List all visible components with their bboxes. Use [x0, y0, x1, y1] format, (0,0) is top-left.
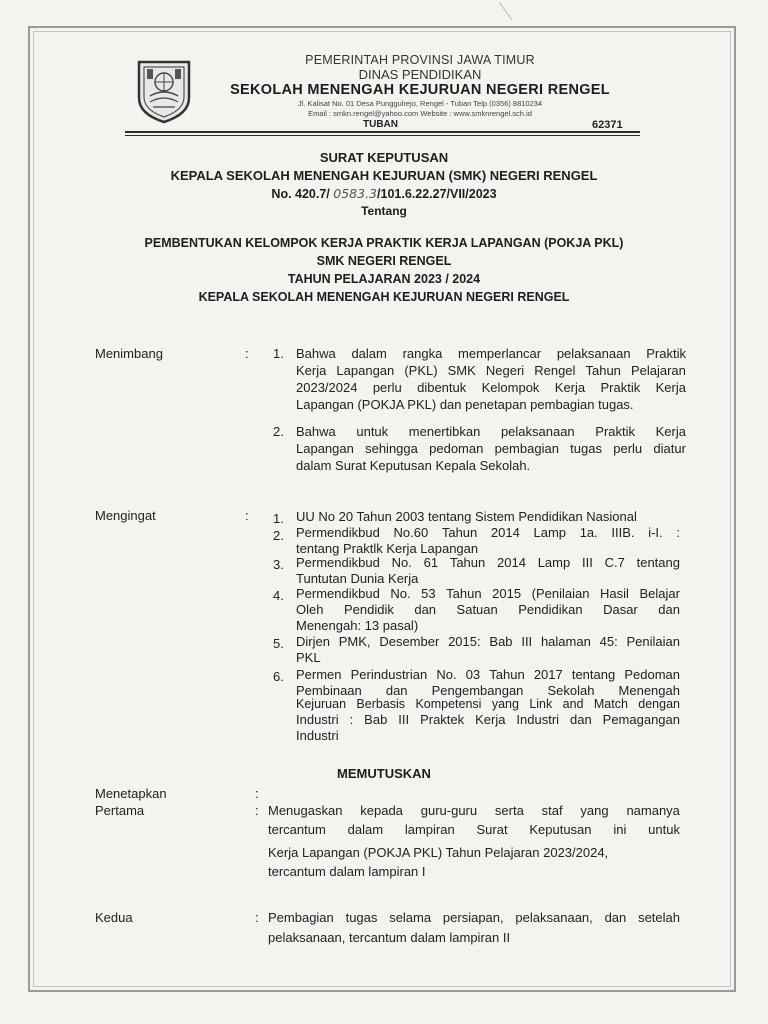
- word: Lamp: [537, 555, 571, 570]
- word: Sekolah: [547, 683, 595, 698]
- word: Permendikbud: [296, 525, 380, 540]
- word: Permendikbud: [296, 586, 380, 601]
- word: Kerja: [554, 380, 586, 395]
- word: Link: [529, 697, 553, 711]
- menimbang-item-line: [296, 346, 686, 361]
- fold-mark: [499, 2, 512, 21]
- word: Dasar: [603, 602, 638, 617]
- word: Kejuruan: [296, 697, 347, 711]
- letterhead-zip: 62371: [592, 119, 623, 131]
- letterhead-department: DINAS PENDIDIKAN: [358, 67, 482, 82]
- word: No.: [436, 667, 457, 682]
- word: Keputusan: [529, 822, 592, 837]
- mengingat-item-line: Tuntutan Dunia Kerja: [296, 571, 419, 586]
- word: dalam: [347, 822, 384, 837]
- word: III: [582, 555, 593, 570]
- subject-line-3: TAHUN PELAJARAN 2023 / 2024: [287, 272, 481, 286]
- pertama-colon: :: [255, 803, 259, 818]
- word: dan: [658, 602, 680, 617]
- word: 2014: [497, 555, 526, 570]
- word: (PKL): [404, 363, 438, 378]
- word: Kelompok: [481, 380, 540, 395]
- word: 2014: [490, 525, 520, 540]
- word: Lamp: [533, 525, 567, 540]
- letterhead-rule-thick: [125, 131, 640, 133]
- mengingat-item-line: [296, 586, 680, 601]
- word: Menugaskan: [268, 803, 343, 818]
- word: Oleh: [296, 602, 324, 617]
- word: (Penilaian: [531, 586, 590, 601]
- mengingat-item-line: [296, 634, 680, 649]
- word: Pendidik: [343, 602, 394, 617]
- mengingat-item-number: 2.: [273, 528, 284, 543]
- word: tentang: [571, 667, 616, 682]
- word: Satuan: [456, 602, 498, 617]
- word: tugas: [570, 441, 602, 456]
- word: Tahun: [449, 555, 486, 570]
- word: memperlancar: [458, 346, 542, 361]
- word: Match: [593, 697, 628, 711]
- word: SMK: [447, 363, 476, 378]
- kedua-line: pelaksanaan, tercantum dalam lampiran II: [268, 930, 511, 945]
- mengingat-item-number: 1.: [273, 511, 284, 526]
- word: Bahwa: [296, 424, 336, 439]
- mengingat-item-number: 5.: [273, 636, 284, 651]
- menimbang-colon: :: [245, 346, 249, 361]
- word: Permendikbud: [296, 555, 380, 570]
- menetapkan-colon: :: [255, 786, 259, 801]
- word: Tahun: [441, 525, 478, 540]
- word: PMK,: [338, 634, 371, 649]
- document-number: [0, 186, 768, 201]
- word: C.7: [604, 555, 625, 570]
- word: dengan: [638, 697, 680, 711]
- word: IIIB.: [611, 525, 635, 540]
- word: selama: [389, 910, 432, 925]
- word: untuk: [648, 822, 680, 837]
- word: 53: [421, 586, 436, 601]
- word: yang: [580, 803, 609, 818]
- word: tercantum: [268, 822, 326, 837]
- word: diatur: [653, 441, 686, 456]
- mengingat-item-line: [296, 697, 680, 711]
- word: dan: [570, 712, 592, 727]
- word: :: [349, 712, 354, 727]
- word: i-I.: [648, 525, 663, 540]
- word: Kerja: [475, 712, 506, 727]
- word: No.: [390, 586, 411, 601]
- kedua-colon: :: [255, 910, 259, 925]
- word: III: [521, 634, 533, 649]
- word: setelah: [638, 910, 680, 925]
- word: Penilaian: [626, 634, 680, 649]
- word: and: [562, 697, 584, 711]
- word: kepada: [360, 803, 403, 818]
- mengingat-colon: :: [245, 508, 249, 523]
- memutuskan-heading: MEMUTUSKAN: [337, 766, 431, 781]
- document-about: Tentang: [361, 204, 407, 218]
- word: Rengel: [534, 363, 576, 378]
- menimbang-item-line: [296, 424, 686, 439]
- word: 2017: [533, 667, 563, 682]
- word: 61: [423, 555, 439, 570]
- kedua-label: Kedua: [95, 910, 133, 925]
- word: ini: [613, 822, 627, 837]
- word: Perindustrian: [350, 667, 428, 682]
- mengingat-item-number: 4.: [273, 588, 284, 603]
- mengingat-item-number: 3.: [273, 557, 284, 572]
- word: yang: [491, 697, 519, 711]
- mengingat-item-line: [296, 525, 680, 540]
- mengingat-label: Mengingat: [95, 508, 156, 523]
- word: No.: [391, 555, 412, 570]
- word: perlu: [372, 380, 402, 395]
- word: Bab: [364, 712, 388, 727]
- word: Kompetensi: [415, 697, 482, 711]
- word: Industri: [516, 712, 560, 727]
- word: Berbasis: [356, 697, 406, 711]
- menimbang-item-line: [296, 380, 686, 395]
- word: sehingga: [365, 441, 418, 456]
- word: tentang: [636, 555, 680, 570]
- word: Bahwa: [296, 346, 336, 361]
- word: Bab: [489, 634, 513, 649]
- word: Kerja: [296, 363, 327, 378]
- mengingat-item-line: [296, 667, 680, 682]
- word: Hasil: [599, 586, 629, 601]
- word: Tahun: [585, 363, 621, 378]
- word: persiapan,: [442, 910, 504, 925]
- document-number-prefix: No. 420.7/: [271, 187, 334, 201]
- pertama-line: [268, 803, 680, 818]
- word: untuk: [356, 424, 389, 439]
- word: Desember: [379, 634, 440, 649]
- word: 1a.: [579, 525, 598, 540]
- word: Praktik: [646, 346, 686, 361]
- pertama-line: tercantum dalam lampiran I: [268, 864, 426, 879]
- word: Belajar: [639, 586, 680, 601]
- mengingat-item-line: PKL: [296, 650, 321, 665]
- word: Pelajaran: [630, 363, 686, 378]
- menimbang-item-line: dalam Surat Keputusan Kepala Sekolah.: [296, 458, 531, 473]
- word: pelaksanaan,: [515, 910, 593, 925]
- menimbang-label: Menimbang: [95, 346, 163, 361]
- word: 2023/2024: [296, 380, 358, 395]
- mengingat-item-line: [296, 602, 680, 617]
- word: pelaksanaan: [556, 346, 631, 361]
- word: pedoman: [429, 441, 484, 456]
- word: perlu: [613, 441, 643, 456]
- word: III: [398, 712, 410, 727]
- word: pembagian: [494, 441, 559, 456]
- pertama-line: Kerja Lapangan (POKJA PKL) Tahun Pelajaran 2023/2024,: [268, 845, 609, 860]
- word: menertibkan: [408, 424, 481, 439]
- word: dan: [604, 910, 627, 925]
- word: Pembinaan: [296, 683, 362, 698]
- subject-line-2: SMK NEGERI RENGEL: [316, 254, 452, 268]
- word: Dirjen: [296, 634, 330, 649]
- word: Pemagangan: [602, 712, 680, 727]
- menimbang-item-line: [296, 363, 686, 378]
- word: Menengah: [618, 683, 680, 698]
- word: Praktik: [600, 380, 641, 395]
- word: Praktek: [420, 712, 465, 727]
- word: Tahun: [489, 667, 525, 682]
- word: Tahun: [446, 586, 482, 601]
- menimbang-item-number: 1.: [273, 346, 284, 361]
- pertama-line: [268, 822, 680, 837]
- word: halaman: [540, 634, 591, 649]
- word: Negeri: [485, 363, 525, 378]
- menimbang-item-number: 2.: [273, 424, 284, 439]
- word: Industri: [296, 712, 339, 727]
- word: dibentuk: [417, 380, 467, 395]
- word: Pendidikan: [518, 602, 583, 617]
- word: serta: [494, 803, 524, 818]
- word: Surat: [476, 822, 508, 837]
- word: Pedoman: [624, 667, 680, 682]
- word: Pengembangan: [431, 683, 524, 698]
- letterhead-rule-thin: [125, 135, 640, 136]
- word: Lapangan: [296, 441, 354, 456]
- mengingat-item-number: 6.: [273, 669, 284, 684]
- document-issuer: KEPALA SEKOLAH MENENGAH KEJURUAN (SMK) NEGERI RENGEL: [170, 168, 598, 183]
- mengingat-item-line: [296, 683, 680, 698]
- word: 2015:: [448, 634, 481, 649]
- menetapkan-label: Menetapkan: [95, 786, 167, 801]
- mengingat-item-line: UU No 20 Tahun 2003 tentang Sistem Pendidikan Nasional: [296, 509, 637, 524]
- word: dan: [385, 683, 408, 698]
- provincial-emblem-logo: [133, 58, 195, 124]
- subject-line-4: KEPALA SEKOLAH MENENGAH KEJURUAN NEGERI RENGEL: [198, 290, 570, 304]
- word: dan: [414, 602, 437, 617]
- word: 03: [465, 667, 481, 682]
- word: Pembagian: [268, 910, 334, 925]
- document-number-handwritten: 0583.3: [333, 186, 378, 201]
- word: rangka: [402, 346, 443, 361]
- word: Permen: [296, 667, 342, 682]
- word: Kerja: [655, 380, 686, 395]
- pertama-label: Pertama: [95, 803, 145, 818]
- word: Kerja: [655, 424, 686, 439]
- word: pelaksanaan: [500, 424, 575, 439]
- word: 2015: [492, 586, 522, 601]
- subject-line-1: PEMBENTUKAN KELOMPOK KERJA PRAKTIK KERJA LAPANGAN (POKJA PKL): [144, 236, 624, 250]
- mengingat-item-line: Industri: [296, 728, 339, 743]
- word: lampiran: [404, 822, 455, 837]
- kedua-line: [268, 910, 680, 925]
- document-number-suffix: /101.6.22.27/VII/2023: [377, 187, 497, 201]
- letterhead-address: Jl. Kalisat No. 01 Desa Punggulrejo, Rengel - Tuban Telp (0356) 8810234: [297, 99, 543, 108]
- letterhead-contact: Email : smkn.rengel@yahoo.com Website : www.smknrengel.sch.id: [308, 109, 532, 118]
- word: namanya: [626, 803, 680, 818]
- word: staf: [541, 803, 563, 818]
- word: No.60: [393, 525, 429, 540]
- word: :: [676, 525, 680, 540]
- letterhead-city: TUBAN: [363, 119, 398, 130]
- mengingat-item-line: [296, 712, 680, 727]
- word: guru-guru: [420, 803, 478, 818]
- mengingat-item-line: [296, 555, 680, 570]
- document-type-title: SURAT KEPUTUSAN: [319, 150, 449, 165]
- word: dalam: [351, 346, 387, 361]
- word: 45:: [599, 634, 618, 649]
- menimbang-item-line: Lapangan (POKJA PKL) dan penetapan pembagian tugas.: [296, 397, 634, 412]
- mengingat-item-line: Menengah: 13 pasal): [296, 618, 419, 633]
- menimbang-item-line: [296, 441, 686, 456]
- word: Lapangan: [336, 363, 395, 378]
- letterhead-government: PEMERINTAH PROVINSI JAWA TIMUR: [305, 53, 535, 67]
- word: Praktik: [595, 424, 636, 439]
- letterhead-school-name: SEKOLAH MENENGAH KEJURUAN NEGERI RENGEL: [230, 82, 610, 98]
- mengingat-item-line: tentang Praktlk Kerja Lapangan: [296, 541, 479, 556]
- word: tugas: [345, 910, 378, 925]
